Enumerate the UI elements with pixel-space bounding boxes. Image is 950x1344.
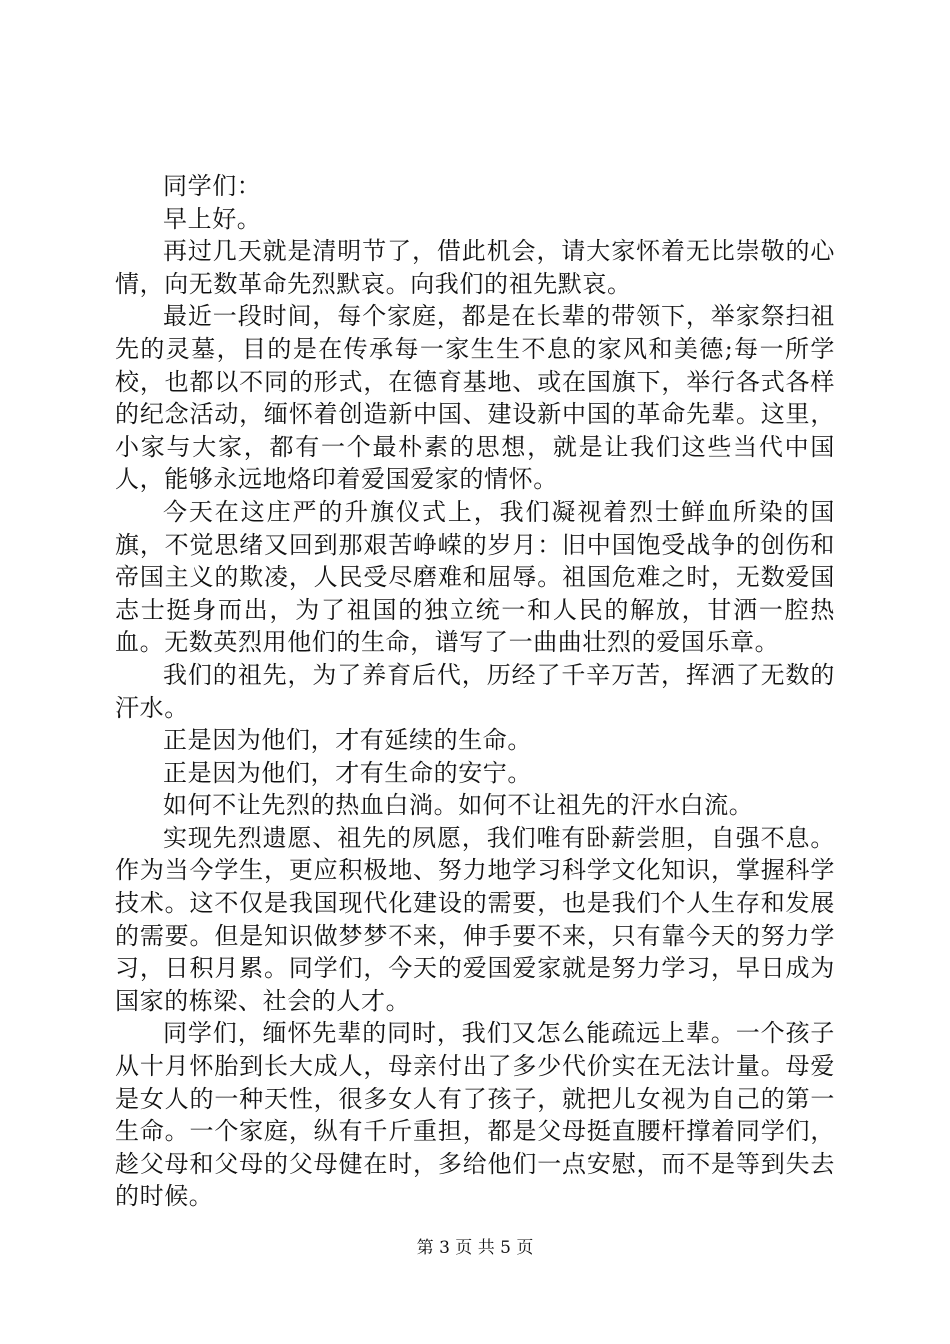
page-number-footer: 第 3 页 共 5 页 xyxy=(416,1238,534,1258)
paragraph: 正是因为他们，才有生命的安宁。 xyxy=(163,758,532,787)
paragraph: 同学们，缅怀先辈的同时，我们又怎么能疏远上辈。一个孩子从十月怀胎到长大成人，母亲付出了多少代价实在无法计量。母爱是女人的一种天性，很多女人有了孩子，就把儿女视为自己的第一生命。一个家庭，纵有千斤重担，都是父母挺直腰杆撑着同学们，趁父母和父母的父母健在时，多给他们一点安慰，而不是等到失去的时候。 xyxy=(115,1019,835,1211)
paragraph-morning: 早上好。 xyxy=(163,204,262,233)
paragraph: 正是因为他们，才有延续的生命。 xyxy=(163,726,532,755)
paragraph: 最近一段时间，每个家庭，都是在长辈的带领下，举家祭扫祖先的灵墓，目的是在传承每一家生生不息的家风和美德;每一所学校，也都以不同的形式，在德育基地、或在国旗下，举行各式各样的纪念活动，缅怀着创造新中国、建设新中国的革命先辈。这里，小家与大家，都有一个最朴素的思想，就是让我们这些当代中国人，能够永远地烙印着爱国爱家的情怀。 xyxy=(115,302,835,494)
paragraph: 我们的祖先，为了养育后代，历经了千辛万苦，挥洒了无数的汗水。 xyxy=(115,660,835,722)
paragraph-greeting: 同学们： xyxy=(163,172,262,200)
paragraph: 再过几天就是清明节了，借此机会，请大家怀着无比崇敬的心情，向无数革命先烈默哀。向我们的祖先默哀。 xyxy=(115,237,835,298)
paragraph: 今天在这庄严的升旗仪式上，我们凝视着烈士鲜血所染的国旗，不觉思绪又回到那艰苦峥嵘的岁月：旧中国饱受战争的创伤和帝国主义的欺凌，人民受尽磨难和屈辱。祖国危难之时，无数爱国志士挺身而出，为了祖国的独立统一和人民的解放，甘洒一腔热血。无数英烈用他们的生命，谱写了一曲曲壮烈的爱国乐章。 xyxy=(115,497,835,657)
document-body xyxy=(115,170,835,1213)
paragraph: 实现先烈遗愿、祖先的夙愿，我们唯有卧薪尝胆，自强不息。作为当今学生，更应积极地、努力地学习科学文化知识，掌握科学技术。这不仅是我国现代化建设的需要，也是我们个人生存和发展的需要。但是知识做梦梦不来，伸手要不来，只有靠今天的努力学习，日积月累。同学们，今天的爱国爱家就是努力学习，早日成为国家的栋梁、社会的人才。 xyxy=(115,823,835,1015)
paragraph: 如何不让先烈的热血白淌。如何不让祖先的汗水白流。 xyxy=(163,791,754,820)
